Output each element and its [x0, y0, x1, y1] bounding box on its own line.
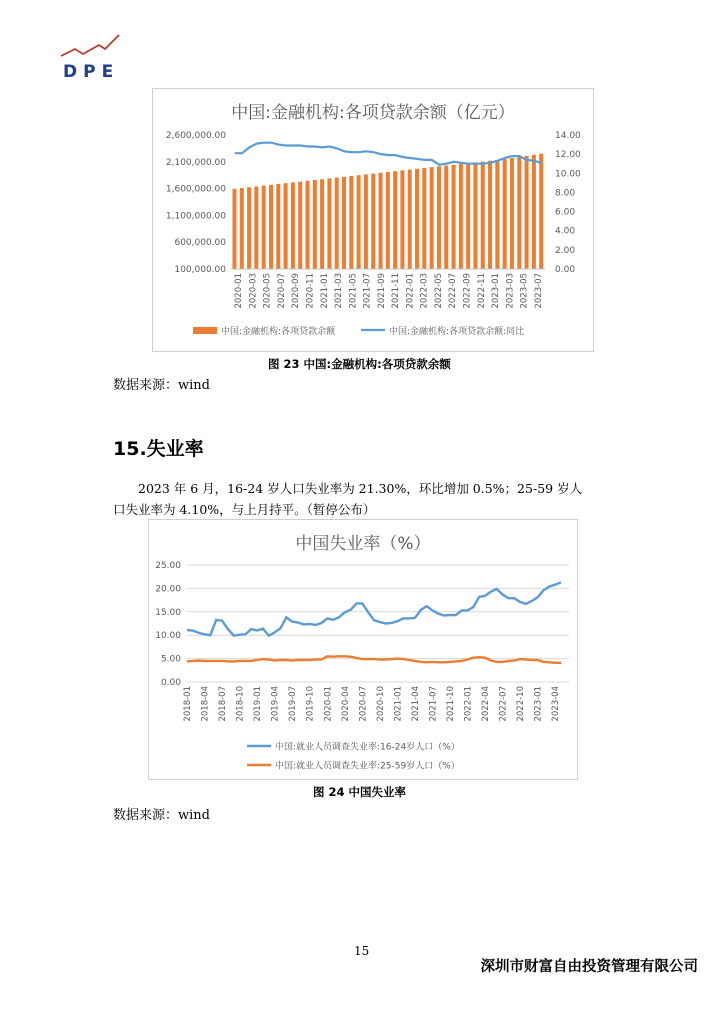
right-axis-tick-label: 6.00 [555, 207, 576, 218]
unemployment-series-line [187, 656, 561, 663]
loan-balance-bar [232, 189, 236, 269]
x-axis-tick-label: 2023-03 [505, 273, 516, 309]
right-axis-tick-label: 12.00 [555, 150, 581, 161]
left-axis-tick-label: 2,100,000.00 [165, 157, 226, 168]
left-axis-tick-label: 2,600,000.00 [165, 131, 226, 141]
x-axis-tick-label: 2022-11 [476, 273, 487, 309]
loan-balance-bar [539, 154, 543, 269]
loan-balance-bar [269, 185, 273, 269]
x-axis-tick-label: 2020-04 [340, 686, 351, 722]
figure-23-caption: 图 23 中国:金融机构:各项贷款余额 [268, 357, 451, 371]
section-title: 15.失业率 [113, 438, 204, 460]
x-axis-tick-label: 2021-04 [410, 686, 421, 722]
loan-balance-bar [532, 155, 536, 269]
x-axis-tick-label: 2022-07 [498, 686, 509, 722]
y-axis-tick-label: 15.00 [155, 607, 181, 618]
y-axis-tick-label: 20.00 [155, 584, 181, 595]
y-axis-tick-label: 0.00 [160, 678, 181, 688]
x-axis-tick-label: 2022-10 [516, 686, 527, 722]
loan-balance-bar [240, 188, 244, 269]
loan-balance-bar [276, 184, 280, 269]
left-axis-tick-label: 1,100,000.00 [165, 211, 226, 222]
right-axis-tick-label: 4.00 [555, 226, 576, 237]
y-axis-tick-label: 10.00 [155, 631, 181, 642]
loan-balance-bar [305, 181, 309, 269]
loan-balance-bar [371, 174, 375, 269]
x-axis-tick-label: 2022-07 [448, 273, 459, 309]
x-axis-tick-label: 2019-01 [253, 686, 264, 722]
x-axis-tick-label: 2020-07 [358, 686, 369, 722]
loan-balance-bar [400, 170, 404, 269]
loan-balance-bar [503, 159, 507, 269]
x-axis-tick-label: 2021-07 [428, 686, 439, 722]
x-axis-tick-label: 2022-09 [462, 273, 473, 309]
x-axis-tick-label: 2020-03 [248, 273, 259, 309]
loan-balance-bar [327, 178, 331, 269]
x-axis-tick-label: 2020-01 [323, 686, 334, 722]
x-axis-tick-label: 2023-07 [533, 273, 544, 309]
loan-balance-bar [495, 160, 499, 269]
chart-title: 中国失业率（%） [295, 534, 431, 554]
x-axis-tick-label: 2020-10 [375, 686, 386, 722]
x-axis-tick-label: 2019-04 [270, 686, 281, 722]
x-axis-tick-label: 2018-07 [218, 686, 229, 722]
loan-balance-bar [510, 158, 514, 269]
loan-balance-bar [335, 178, 339, 269]
legend-marker-bar [193, 327, 217, 334]
right-axis-tick-label: 2.00 [555, 245, 576, 256]
x-axis-tick-label: 2019-10 [305, 686, 316, 722]
loan-balance-bar [247, 187, 251, 269]
paragraph-line-1: 2023 年 6 月，16-24 岁人口失业率为 21.30%，环比增加 0.5%；25-59 岁人 [138, 481, 583, 496]
loan-balance-bar [430, 167, 434, 269]
figure-24-source: 数据来源：wind [113, 808, 210, 823]
x-axis-tick-label: 2020-05 [262, 273, 273, 309]
figure-23-source: 数据来源：wind [113, 378, 210, 393]
legend-label: 中国:金融机构:各项贷款余额:同比 [389, 327, 525, 337]
loan-balance-bar [452, 165, 456, 269]
legend-label: 中国:金融机构:各项贷款余额 [221, 327, 336, 337]
loan-balance-bar [291, 182, 295, 269]
loan-balance-bar [386, 172, 390, 269]
left-axis-tick-label: 100,000.00 [174, 265, 226, 275]
x-axis-tick-label: 2022-05 [433, 273, 444, 309]
loan-balance-bar [284, 183, 288, 269]
loan-balance-bar [408, 170, 412, 269]
loan-balance-bar [313, 180, 317, 269]
y-axis-tick-label: 25.00 [155, 561, 181, 571]
x-axis-tick-label: 2021-01 [319, 273, 330, 309]
loan-balance-bar [298, 182, 302, 269]
x-axis-tick-label: 2021-01 [393, 686, 404, 722]
x-axis-tick-label: 2021-07 [362, 273, 373, 309]
x-axis-tick-label: 2021-05 [348, 273, 359, 309]
figure-24-caption: 图 24 中国失业率 [313, 785, 407, 799]
loan-balance-bar [357, 175, 361, 269]
chart-title: 中国:金融机构:各项贷款余额（亿元） [231, 103, 515, 123]
loan-balance-bar [422, 168, 426, 269]
x-axis-tick-label: 2022-01 [463, 686, 474, 722]
loan-balance-bar [466, 163, 470, 269]
left-axis-tick-label: 1,600,000.00 [165, 184, 226, 195]
x-axis-tick-label: 2023-01 [533, 686, 544, 722]
x-axis-tick-label: 2020-11 [305, 273, 316, 309]
loan-balance-bar [415, 169, 419, 269]
x-axis-tick-label: 2022-01 [405, 273, 416, 309]
paragraph-line-2: 口失业率为 4.10%，与上月持平。（暂停公布） [113, 502, 376, 517]
x-axis-tick-label: 2021-03 [334, 273, 345, 309]
x-axis-tick-label: 2023-04 [551, 686, 562, 722]
x-axis-tick-label: 2018-04 [200, 686, 211, 722]
company-name: 深圳市财富自由投资管理有限公司 [480, 958, 698, 975]
unemployment-chart [148, 519, 578, 780]
x-axis-tick-label: 2022-04 [481, 686, 492, 722]
loan-balance-bar [481, 162, 485, 269]
right-axis-tick-label: 0.00 [555, 265, 576, 275]
x-axis-tick-label: 2023-05 [519, 273, 530, 309]
right-axis-tick-label: 8.00 [555, 188, 576, 199]
right-axis-tick-label: 14.00 [555, 131, 581, 141]
legend-label: 中国:就业人员调查失业率:16-24岁人口（%） [275, 742, 460, 753]
legend-label: 中国:就业人员调查失业率:25-59岁人口（%） [275, 761, 460, 772]
loan-balance-bar [473, 162, 477, 269]
loan-balance-bar [379, 173, 383, 269]
loan-balance-chart-svg [153, 89, 593, 351]
x-axis-tick-label: 2021-10 [445, 686, 456, 722]
loan-balance-bar [349, 176, 353, 269]
x-axis-tick-label: 2020-01 [234, 273, 245, 309]
loan-balance-bar [393, 171, 397, 269]
loan-balance-bar [459, 164, 463, 269]
loan-balance-bar [254, 186, 258, 269]
loan-balance-bar [525, 156, 529, 269]
x-axis-tick-label: 2019-07 [288, 686, 299, 722]
loan-balance-bar [342, 177, 346, 269]
loan-balance-chart [152, 88, 594, 352]
x-axis-tick-label: 2021-11 [391, 273, 402, 309]
x-axis-tick-label: 2022-03 [419, 273, 430, 309]
y-axis-tick-label: 5.00 [160, 654, 181, 665]
unemployment-chart-svg [149, 520, 577, 779]
yoy-growth-line [235, 143, 542, 165]
logo-text: DPE [63, 62, 120, 80]
x-axis-tick-label: 2023-01 [491, 273, 502, 309]
company-logo [55, 30, 135, 80]
logo-swoosh [61, 35, 119, 56]
loan-balance-bar [488, 161, 492, 269]
unemployment-series-line [187, 582, 561, 635]
page-number: 15 [354, 944, 370, 958]
loan-balance-bar [444, 166, 448, 269]
x-axis-tick-label: 2020-09 [291, 273, 302, 309]
x-axis-tick-label: 2021-09 [376, 273, 387, 309]
loan-balance-bar [364, 174, 368, 269]
x-axis-tick-label: 2018-10 [235, 686, 246, 722]
loan-balance-bar [262, 186, 266, 269]
loan-balance-bar [320, 179, 324, 269]
loan-balance-bar [437, 166, 441, 269]
left-axis-tick-label: 600,000.00 [174, 238, 226, 249]
right-axis-tick-label: 10.00 [555, 169, 581, 180]
x-axis-tick-label: 2018-01 [183, 686, 193, 722]
x-axis-tick-label: 2020-07 [276, 273, 287, 309]
loan-balance-bar [517, 157, 521, 269]
